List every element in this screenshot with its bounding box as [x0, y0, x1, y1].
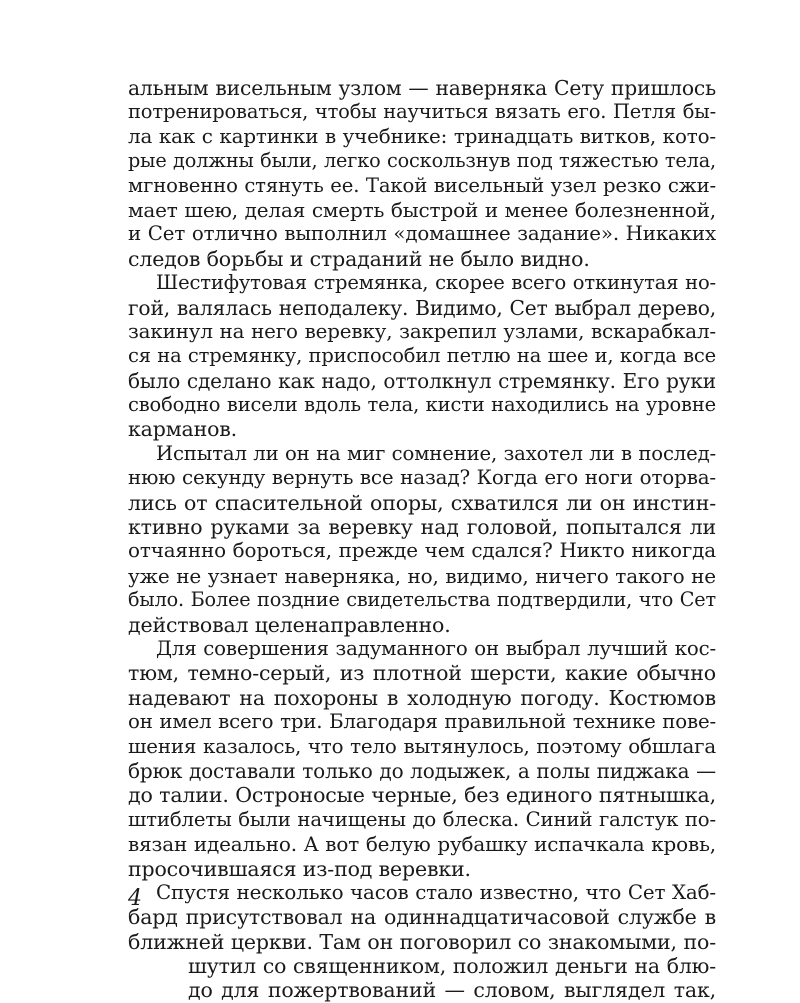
text-line: гой, валялась неподалеку. Видимо, Сет выбрал дерево,	[128, 295, 716, 320]
text-line: было сделано как надо, оттолкнул стремянку. Его руки	[128, 368, 716, 393]
text-line: бард присутствовал на одиннадцатичасовой службе в	[128, 905, 716, 930]
text-line: до талии. Остроносые черные, без единого пятнышка,	[128, 783, 716, 808]
paragraph	[128, 271, 716, 442]
text-line: Шестифутовая стремянка, скорее всего откинутая но-	[156, 271, 716, 295]
text-line: шения казалось, что тело вытянулось, поэтому обшлага	[128, 734, 716, 758]
text-line: ктивно руками за веревку над головой, попытался ли	[128, 515, 716, 540]
text-line: мает шею, делая смерть быстрой и менее болезненной,	[128, 197, 716, 222]
text-line: тюм, темно-серый, из плотной шерсти, какие обычно	[128, 661, 716, 686]
text-line: действовал целенаправленно.	[128, 612, 451, 637]
page-number: 4	[128, 886, 142, 911]
text-line: мгновенно стянуть ее. Такой висельный узел резко сжи-	[128, 173, 716, 197]
text-line: Спустя несколько часов стало известно, что Сет Хаб-	[156, 880, 716, 904]
text-line: он имел всего три. Благодаря правильной технике пове-	[128, 710, 716, 734]
text-line: свободно висели вдоль тела, кисти находились на уровне	[128, 393, 716, 417]
text-line: ближней церкви. Там он поговорил со знакомыми, по-	[128, 929, 716, 954]
text-line: брюк доставали только до лодыжек, а полы пиджака —	[128, 758, 716, 783]
text-line: штиблеты были начищены до блеска. Синий галстук по-	[128, 807, 716, 831]
text-line: потренироваться, чтобы научиться вязать его. Петля бы-	[128, 100, 716, 124]
paragraph	[128, 881, 716, 1003]
text-line: и Сет отлично выполнил «домашнее задание». Никаких	[128, 222, 716, 246]
text-line: до для пожертвований — словом, выглядел так,	[188, 978, 716, 1003]
text-line: вязан идеально. А вот белую рубашку испачкала кровь,	[128, 832, 716, 857]
text-line: нюю секунду вернуть все назад? Когда его ноги оторва-	[128, 466, 716, 490]
text-line: лись от спасительной опоры, схватился ли он инстин-	[128, 490, 716, 515]
text-line: ла как с картинки в учебнике: тринадцать витков, кото-	[128, 124, 716, 148]
text-line: шутил со священником, положил деньги на блю-	[188, 954, 716, 979]
text-line: ся на стремянку, приспособил петлю на шее и, когда все	[128, 344, 716, 368]
paragraph	[128, 76, 716, 271]
text-line: карманов.	[128, 417, 238, 442]
text-line: Испытал ли он на миг сомнение, захотел ли в послед-	[156, 441, 716, 465]
text-line: отчаянно бороться, прежде чем сдался? Никто никогда	[128, 539, 716, 563]
paragraph	[128, 637, 716, 881]
page-body	[128, 76, 716, 1003]
text-line: было. Более поздние свидетельства подтвердили, что Сет	[128, 588, 716, 612]
text-line: рые должны были, легко соскользнув под тяжестью тела,	[128, 149, 716, 173]
text-line: альным висельным узлом — наверняка Сету пришлось	[128, 76, 716, 100]
text-line: закинул на него веревку, закрепил узлами, вскарабкал-	[128, 319, 716, 343]
text-line: следов борьбы и страданий не было видно.	[128, 246, 590, 271]
paragraph	[128, 442, 716, 637]
text-line: уже не узнает наверняка, но, видимо, ничего такого не	[128, 563, 716, 588]
text-line: просочившаяся из-под веревки.	[128, 856, 471, 881]
text-line: надевают на похороны в холодную погоду. Костюмов	[128, 685, 716, 710]
text-line: Для совершения задуманного он выбрал лучший кос-	[156, 636, 716, 660]
